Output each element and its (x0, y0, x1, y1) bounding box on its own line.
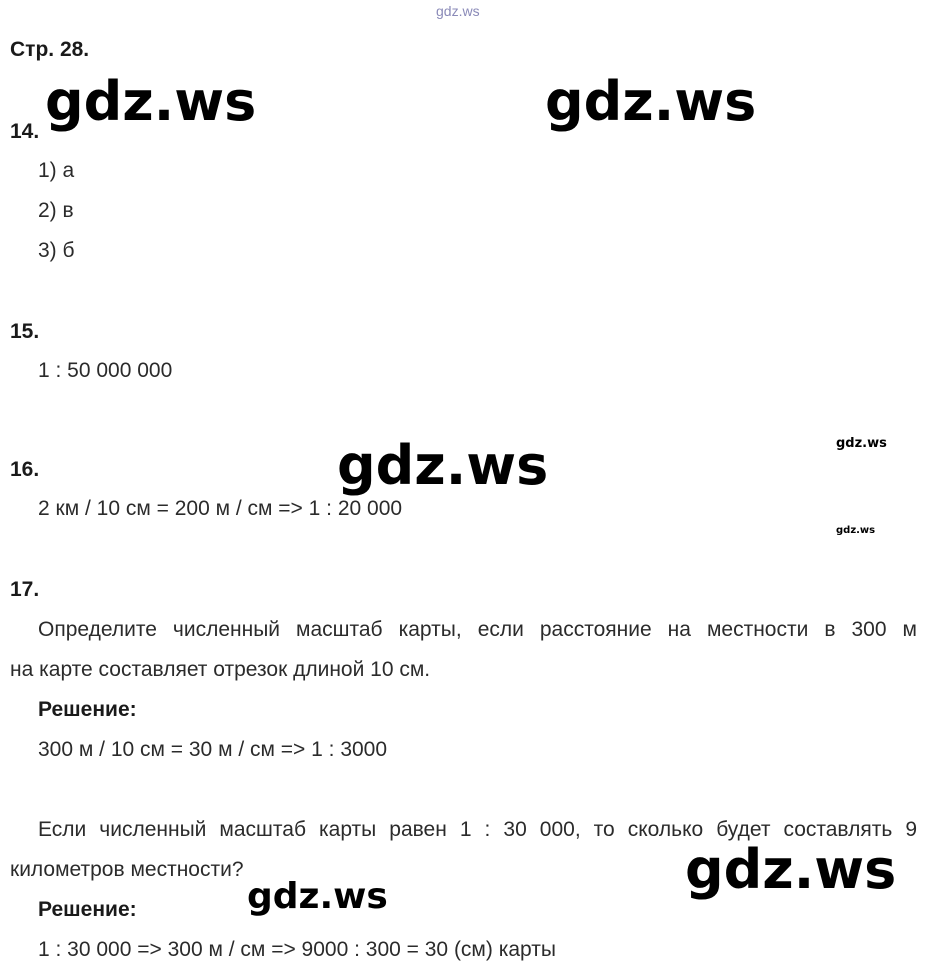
task-17-question-1-line-2: на карте составляет отрезок длиной 10 см. (10, 658, 431, 681)
task-17-solution-label-1: Решение: (38, 698, 137, 721)
page-heading: Стр. 28. (10, 38, 90, 61)
watermark-small-right-2: gdz.ws (836, 525, 876, 536)
watermark-big-right: gdz.ws (545, 70, 757, 133)
task-16-answer: 2 км / 10 см = 200 м / см => 1 : 20 000 (38, 497, 403, 520)
watermark-mid-bottom: gdz.ws (247, 876, 388, 917)
task-17-number: 17. (10, 578, 40, 601)
task-16-number: 16. (10, 458, 40, 481)
task-17-question-1-line-1: Определите численный масштаб карты, если расстояние на местности в 300 м (38, 618, 917, 641)
watermark-big-bottom-right: gdz.ws (685, 838, 897, 901)
task-15-number: 15. (10, 320, 40, 343)
watermark-small-right-1: gdz.ws (836, 436, 887, 451)
task-14-answer-1: 1) а (38, 159, 75, 182)
task-17-solution-2: 1 : 30 000 => 300 м / см => 9000 : 300 = 30 (см) карты (38, 938, 556, 961)
watermark-big-left: gdz.ws (45, 70, 257, 133)
task-17-question-2-line-1: Если численный масштаб карты равен 1 : 30 000, то сколько будет составлять 9 (38, 818, 917, 841)
task-17-solution-1: 300 м / 10 см = 30 м / см => 1 : 3000 (38, 738, 388, 761)
task-14-answer-3: 3) б (38, 239, 75, 262)
task-14-answer-2: 2) в (38, 199, 74, 222)
task-17-question-2-line-2: километров местности? (10, 858, 244, 881)
watermark-big-middle: gdz.ws (337, 434, 549, 497)
task-15-answer: 1 : 50 000 000 (38, 359, 173, 382)
task-14-number: 14. (10, 120, 40, 143)
watermark-top: gdz.ws (436, 3, 480, 19)
task-17-solution-label-2: Решение: (38, 898, 137, 921)
